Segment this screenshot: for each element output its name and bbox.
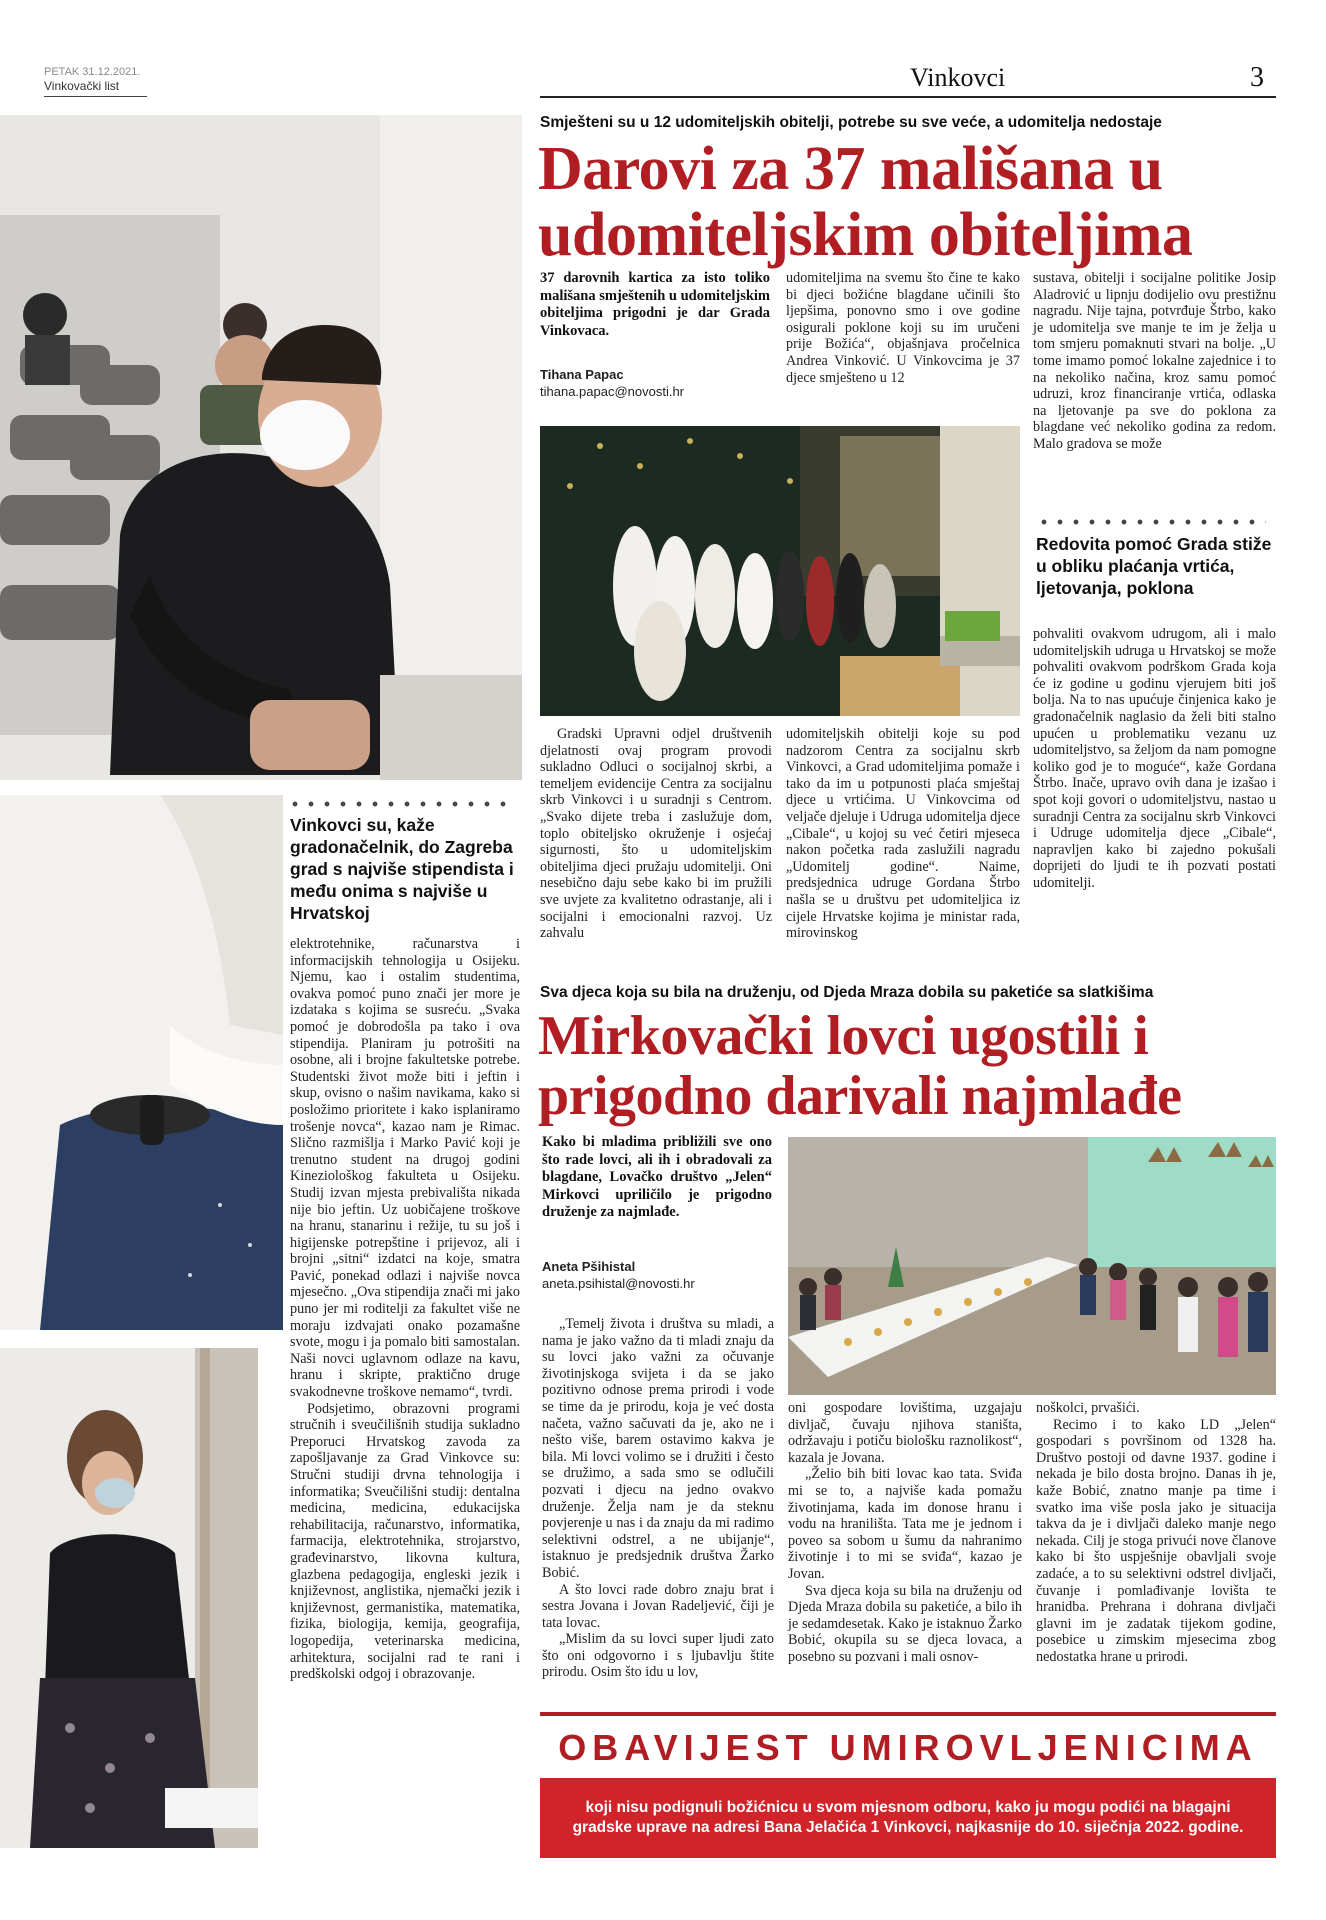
- article2-col3: [1036, 1400, 1276, 1666]
- article1-col1-bottom: [540, 726, 772, 942]
- left-article-para-1: elektrotehnike, računarstva i informacijskih tehnologija u Osijeku. Njemu, kao i ostalim studentima, ovakva pomoć puno znači jer more je izdataka s kojima se susreću. „Svaka pomoć je dobrodošla pa tako i ova stipendija. Planiram ju potrošiti na osobne, ali i brojne fakultetske potrebe. Studentski život može biti i jeftin i skup, ovisno o našim navikama, kako si posložimo prioritete i kako isplaniramo trošenje novca“, kazao nam je Rimac. Slično razmišlja i Marko Pavić koji je trenutno student na drugoj godini Kineziološkog fakulteta u Osijeku. Studij izvan mjesta prebivališta nikada nije bio jeftin. Uz uobičajene troškove na hranu, stanarinu i režije, tu su još i higijenske potrepštine i prijevoz, ali i brojni „sitni“ izdatci na koje, smatra Pavić, ponekad odlazi i najviše novca mjesečno. „Ova stipendija znači mi jako puno jer mi roditelji za fakultet više ne moraju izdvajati onako pozamašne svote, mogu i ja pomalo biti samostalan. Naši novci uglavnom odlaze na kavu, hranu i skripte, praktično druge svakodnevne troškove nemamo“, tvrdi.: [290, 936, 520, 1401]
- article2-col2-para-2: „Želio bih biti lovac kao tata. Sviđa mi se to, a najviše kada pomažu životinjama, kada im donose hranu i vodu na hranilišta. Tata me je jednom i poveo sa sobom u šumu da nahranimo životinje i to mi se sviđa“, kazao je Jovan.: [788, 1466, 1022, 1582]
- left-article-body: [290, 936, 520, 1683]
- article2-kicker: Sva djeca koja su bila na druženju, od Djeda Mraza dobila su paketiće sa slatkišima: [540, 984, 1154, 1001]
- article1-col3-bottom: [1033, 626, 1276, 892]
- photo-hunters-party-image: [788, 1137, 1276, 1395]
- photo-student-closeup-image: [0, 795, 283, 1330]
- photo-student-seated: [0, 115, 522, 780]
- notice-title: OBAVIJEST UMIROVLJENICIMA: [558, 1727, 1258, 1768]
- photo-hunters-party: [788, 1137, 1276, 1395]
- header-rule: [540, 96, 1276, 98]
- article1-author-name: Tihana Papac: [540, 367, 624, 382]
- article1-col2-bottom: [786, 726, 1020, 942]
- article2-author-name: Aneta Pšihistal: [542, 1259, 636, 1274]
- article1-col1-bottom-text: Gradski Upravni odjel društvenih djelatnosti ovaj program provodi sukladno Odluci o socijalnoj skrbi, a temeljem evidencije Centra za socijalnu skrb Vinkovci i u suradnji s Centrom. „Svako dijete treba i zaslužuje dom, toplo obiteljsko okruženje i osjećaj sigurnosti, što u udomiteljskim obiteljima djeci pružaju udomitelji. Oni nesebično daju sebe kako bi im pružili sve uvjete za kvalitetno odrastanje, ali i socijalni i emocionalni razvoj. Uz zahvalu: [540, 726, 772, 942]
- header-rule-left: [44, 96, 147, 97]
- article1-author: [540, 366, 770, 400]
- article2-headline-line1: Mirkovački lovci ugostili i: [538, 1005, 1149, 1067]
- article1-col3-top-text: sustava, obitelji i socijalne politike Josip Aladrović u lipnju dodijelio ovu prestižnu nagradu. Nije tajna, potvrđuje Štrbo, kako je udomitelja sve manje te im je želja u tom smjeru pomaknuti stvari na bolje. „U tome imamo pomoć lokalne zajednice i to na nekoliko načina, kroz samu pomoć udruzi, kroz financiranje vrtića, odlaska na ljetovanje pa sve do poklona za blagdane već nekoliko godina za redom. Malo gradova se može: [1033, 270, 1276, 452]
- left-article-para-2: Podsjetimo, obrazovni programi stručnih i sveučilišnih studija sukladno Preporuci Hrvatskog zavoda za zapošljavanje za Grad Vinkovce su: Stručni studiji drvna tehnologija i informatika; Sveučilišni studij: dentalna medicina, medicina, edukacijska rehabilitacija, računarstvo, informatika, farmacija, elektrotehnika, strojarstvo, građevinarstvo, likovna kultura, glazbena pedagogija, engleski jezik i književnost, anglistika, njemački jezik i književnost, germanistika, matematika, fizika, biologija, kemija, geografija, logopedija, veterinarska medicina, arhitektura, socijalni rad te rani i predškolski odgoj i obrazovanje.: [290, 1400, 520, 1683]
- article2-col1-para-1: „Temelj života i društva su mladi, a nama je jako važno da ti mladi znaju da su lovci jako važni za očuvanje životinjskoga svijeta i da se jako pozitivno odnose prema prirodi i vode se time da je prirodu, koja je već dosta načeta, važno sačuvati da je, ako ne i nešto više, barem ostavimo kakva je bila. Mi lovci volimo se i družiti i često se družimo, a sada smo se odlučili pozvati i djecu na jedno ovakvo druženje. Želja nam je da steknu povjerenje u nas i da znaju da mi radimo selektivni odstrel, a ne ubijanje“, istaknuo je predsjednik društva Žarko Bobić.: [542, 1316, 774, 1581]
- photo-christmas-children-image: [540, 426, 1020, 716]
- article2-col1: [542, 1316, 774, 1681]
- article2-col3-para-1: noškolci, prvašići.: [1036, 1400, 1140, 1416]
- newspaper-name: Vinkovački list: [44, 79, 120, 93]
- article1-headline-line2: udomiteljskim obiteljima: [538, 201, 1193, 269]
- article2-col2: [788, 1400, 1022, 1666]
- article2-headline-line2: prigodno darivali najmlađe: [538, 1065, 1182, 1127]
- article2-col1-para-2: A što lovci rade dobro znaju brat i sestra Jovana i Jovan Radeljević, čiji je tata lovac.: [542, 1581, 774, 1631]
- article1-col3-top: [1033, 270, 1276, 453]
- notice-top-rule: [540, 1712, 1276, 1716]
- pullquote-dots-left: [287, 800, 509, 808]
- article1-headline-line1: Darovi za 37 mališana u: [538, 135, 1163, 203]
- article2-author: [542, 1258, 772, 1292]
- article1-pullquote: Redovita pomoć Grada stiže u obliku plaćanja vrtića, ljetovanja, poklona: [1036, 534, 1272, 598]
- article2-col1-para-3: „Mislim da su lovci super ljudi zato što oni odgovorno i s ljubavlju štite prirodu. Osim što idu u lov,: [542, 1631, 774, 1681]
- photo-woman-standing: [0, 1348, 258, 1848]
- issue-date: PETAK 31.12.2021.: [44, 66, 141, 78]
- photo-student-closeup: [0, 795, 283, 1330]
- photo-woman-standing-image: [0, 1348, 258, 1848]
- article2-col2-para-3: Sva djeca koja su bila na druženju od Djeda Mraza dobila su paketiće, a bilo ih je sedamdesetak. Kako je istaknuo Žarko Bobić, okupila su se djeca lovaca, a posebno su pozvani i mali osnov-: [788, 1582, 1022, 1665]
- article2-col3-para-2: Recimo i to kako LD „Jelen“ gospodari s površinom od 1328 ha. Društvo postoji od davne 1937. godine i nekada je bilo dosta brojno. Danas ih je, kaže Bobić, znatno manje pa time i svatko ima više posla jako je situacija takva da je i divljači daleko manje nego nekada. Cilj je stoga privući nove članove kako bi što uspješnije obavljali svoje zadaće, a to su selektivni odstrel divljači, čuvanje i pomlađivanje lovišta te hranidba. Prehrana i dohrana divljači glavni im je zadatak tijekom godine, posebice u zimskim mjesecima zbog nedostatka hrane u prirodi.: [1036, 1416, 1276, 1665]
- article1-author-email: tihana.papac@novosti.hr: [540, 384, 685, 399]
- notice-box: [540, 1778, 1276, 1858]
- article2-author-email: aneta.psihistal@novosti.hr: [542, 1276, 695, 1291]
- photo-christmas-children: [540, 426, 1020, 716]
- photo-student-seated-image: [0, 115, 522, 780]
- article2-col2-para-1: oni gospodare lovištima, uzgajaju divljač, čuvaju njihova staništa, održavaju i potiču biološku raznolikost“, kazala je Jovana.: [788, 1400, 1022, 1466]
- article1-kicker: Smješteni su u 12 udomiteljskih obitelji, potrebe su sve veće, a udomitelja nedostaje: [540, 114, 1162, 131]
- article1-col2-bottom-text: udomiteljskih obitelji koje su pod nadzorom Centra za socijalnu skrb Vinkovci, a Grad udomiteljima pomaže i tako da im u potpunosti plaća smještaj djece u vrtićima. U Vinkovcima od veljače djeluje i Udruga udomitelja djece „Cibale“, u kojoj su već četiri mjeseca nakon početka rada zaslužili nagradu „Udomitelj godine“. Naime, predsjednica udruge Gordana Štrbo našla se u društvu pet udomiteljica iz cijele Hrvatske kojima je ministar rada, mirovinskog: [786, 726, 1020, 942]
- pullquote-dots-article1: [1036, 518, 1266, 526]
- left-pullquote: Vinkovci su, kaže gradonačelnik, do Zagreba grad s najviše stipendista i među onima s najviše u Hrvatskoj: [290, 815, 514, 923]
- notice-body: koji nisu podignuli božićnicu u svom mjesnom odboru, kako ju mogu podići na blagajni gradske uprave na adresi Bana Jelačića 1 Vinkovci, najkasnije do 10. siječnja 2022. godine.: [572, 1799, 1244, 1836]
- article2-lead: Kako bi mladima približili sve ono što rade lovci, ali ih i obradovali za blagdane, Lovačko društvo „Jelen“ Mirkovci upriličilo je prigodno druženje za najmlađe.: [542, 1134, 772, 1220]
- article1-col2-top: [786, 270, 1020, 386]
- article1-col2-top-text: udomiteljima na svemu što čine te kako bi djeci božićne blagdane učinili što ljepšima, ponovno smo i ove godine osigurali poklone koji su im uručeni prije Božića“, objašnjava pročelnica Andrea Vinković. U Vinkovcima je 37 djece smješteno u 12: [786, 270, 1020, 386]
- page-number: 3: [1250, 62, 1264, 93]
- section-title: Vinkovci: [910, 63, 1006, 92]
- article1-col3-bottom-text: pohvaliti ovakvom udrugom, ali i malo udomiteljskih udruga u Hrvatskoj se može pohvaliti ovakvom podrškom Grada koja će iz godine u godinu vjerujem biti još bolja. Na to nas upućuje činjenica kako je gradonačelnik naglasio da želi biti stalno upućen u problematiku vezanu uz udomiteljstvo, sa željom da nam pomogne koliko god je to moguće“, kaže Gordana Štrbo. Inače, upravo ovih dana je izašao i spot koji govori o udomiteljstvu, nastao u suradnji Centra za socijalnu skrb Vinkovci i Udruge udomitelja djece „Cibale“, napravljen kako bi zajedno pokušali doprijeti do ljudi te ih pozvati postati udomitelji.: [1033, 626, 1276, 891]
- article1-lead: 37 darovnih kartica za isto toliko mališana smještenih u udomiteljskim obiteljima prigodni je dar Grada Vinkovaca.: [540, 270, 771, 339]
